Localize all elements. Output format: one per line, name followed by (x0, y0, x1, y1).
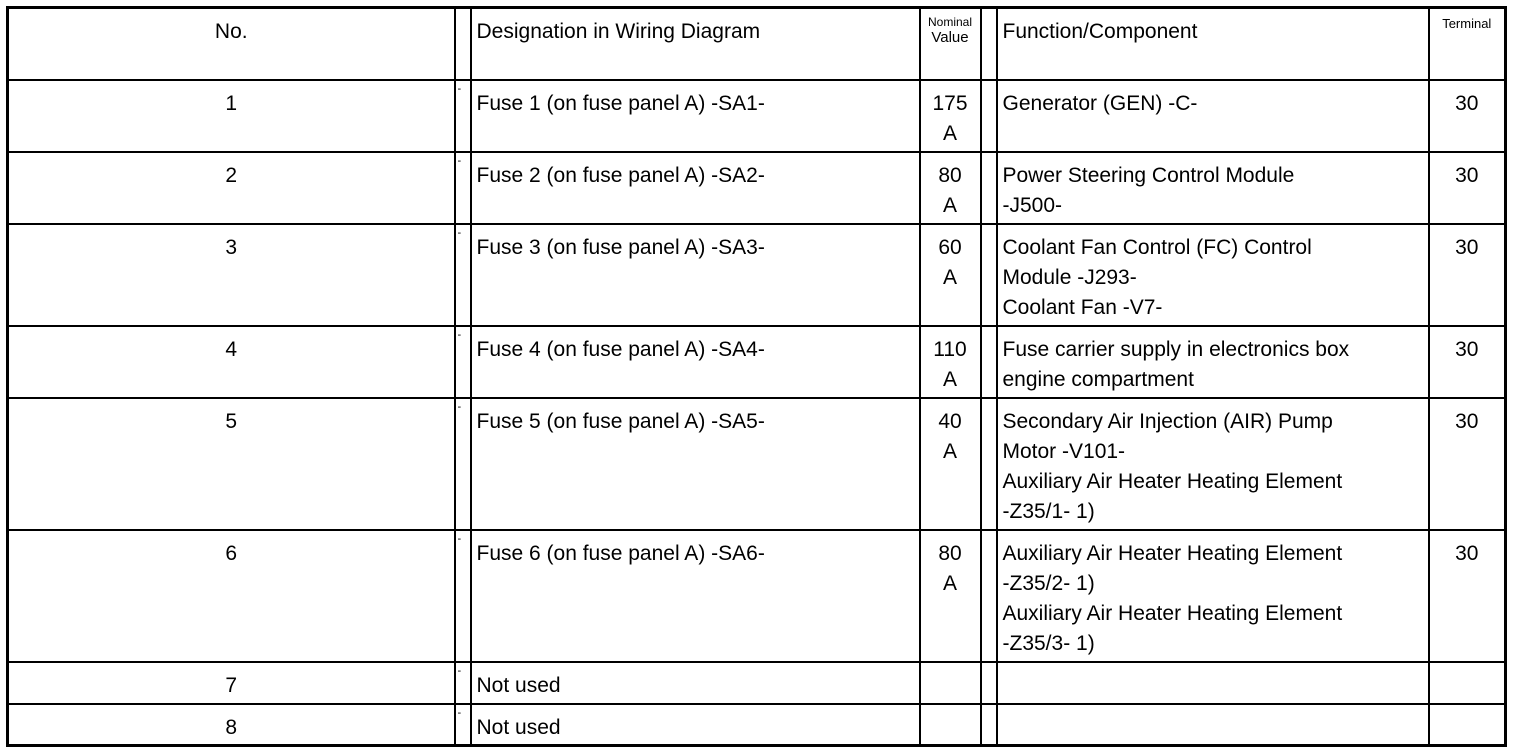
nominal-value-number: 175 (932, 91, 968, 115)
row-gap-left (455, 398, 471, 530)
row-designation: Fuse 6 (on fuse panel A) -SA6- (471, 530, 920, 662)
row-nominal-value (920, 704, 981, 746)
function-line: Secondary Air Injection (AIR) Pump (1002, 409, 1333, 433)
function-line: Auxiliary Air Heater Heating Element (1002, 601, 1343, 625)
row-number: 6 (8, 530, 455, 662)
row-number: 8 (8, 704, 455, 746)
function-line: -J500- (1002, 193, 1063, 217)
function-line: Generator (GEN) -C- (1002, 91, 1198, 115)
row-tick-mark: - (457, 226, 462, 239)
row-gap-left (455, 152, 471, 224)
row-function (997, 80, 1429, 152)
header-row (8, 8, 1506, 80)
row-tick-mark: - (457, 706, 462, 719)
row-gap-left (455, 530, 471, 662)
nominal-value-unit: A (942, 367, 957, 391)
row-designation: Not used (471, 662, 920, 704)
nominal-value-unit: A (942, 193, 957, 217)
nominal-value-unit: A (942, 439, 957, 463)
row-terminal: 30 (1429, 398, 1506, 530)
nominal-value-number: 80 (938, 541, 962, 565)
row-number: 7 (8, 662, 455, 704)
row-tick-mark: - (457, 664, 462, 677)
row-gap-left (455, 326, 471, 398)
function-line: Fuse carrier supply in electronics box (1002, 337, 1350, 361)
row-function (997, 326, 1429, 398)
row-gap-right (981, 530, 997, 662)
row-function (997, 704, 1429, 746)
row-function (997, 398, 1429, 530)
row-designation: Fuse 2 (on fuse panel A) -SA2- (471, 152, 920, 224)
row-number: 5 (8, 398, 455, 530)
row-nominal-value (920, 662, 981, 704)
row-gap-right (981, 662, 997, 704)
row-number: 1 (8, 80, 455, 152)
function-line: -Z35/3- 1) (1002, 631, 1095, 655)
row-number: 3 (8, 224, 455, 326)
header-designation: Designation in Wiring Diagram (471, 8, 920, 80)
header-function: Function/Component (997, 8, 1429, 80)
function-line: -Z35/1- 1) (1002, 499, 1095, 523)
row-terminal: 30 (1429, 326, 1506, 398)
nominal-value-number: 110 (933, 337, 967, 361)
function-line: engine compartment (1002, 367, 1194, 391)
function-line: Power Steering Control Module (1002, 163, 1295, 187)
header-gap-left (455, 8, 471, 80)
function-line: Coolant Fan -V7- (1002, 295, 1163, 319)
row-number: 4 (8, 326, 455, 398)
function-line: Motor -V101- (1002, 439, 1126, 463)
row-nominal-value (920, 224, 981, 326)
row-terminal: 30 (1429, 530, 1506, 662)
row-nominal-value (920, 326, 981, 398)
header-terminal: Terminal (1429, 8, 1506, 80)
nominal-value-unit: A (942, 265, 957, 289)
function-line: Auxiliary Air Heater Heating Element (1002, 469, 1343, 493)
header-nominal-line1: Nominal (927, 15, 972, 29)
nominal-value-unit: A (942, 571, 957, 595)
row-gap-right (981, 398, 997, 530)
row-terminal (1429, 704, 1506, 746)
row-gap-right (981, 326, 997, 398)
row-gap-right (981, 152, 997, 224)
function-line: -Z35/2- 1) (1002, 571, 1095, 595)
row-nominal-value (920, 152, 981, 224)
function-line: Auxiliary Air Heater Heating Element (1002, 541, 1343, 565)
row-nominal-value (920, 530, 981, 662)
table-row (8, 326, 1506, 398)
nominal-value-number: 80 (938, 163, 962, 187)
header-nominal-value (920, 8, 981, 80)
row-gap-right (981, 80, 997, 152)
row-number: 2 (8, 152, 455, 224)
row-function (997, 152, 1429, 224)
row-terminal: 30 (1429, 152, 1506, 224)
nominal-value-number: 60 (938, 235, 962, 259)
row-gap-right (981, 224, 997, 326)
row-tick-mark: - (457, 154, 462, 167)
row-tick-mark: - (457, 82, 462, 95)
header-nominal-line2: Value (931, 29, 969, 46)
row-tick-mark: - (457, 532, 462, 545)
table-row (8, 704, 1506, 746)
table-row (8, 80, 1506, 152)
row-terminal: 30 (1429, 224, 1506, 326)
row-function (997, 224, 1429, 326)
row-nominal-value (920, 80, 981, 152)
row-gap-left (455, 704, 471, 746)
nominal-value-unit: A (942, 121, 957, 145)
nominal-value-number: 40 (938, 409, 962, 433)
row-function (997, 662, 1429, 704)
fuse-table (6, 6, 1507, 747)
table-row (8, 662, 1506, 704)
row-gap-left (455, 662, 471, 704)
row-designation: Not used (471, 704, 920, 746)
row-function (997, 530, 1429, 662)
row-terminal (1429, 662, 1506, 704)
function-line: Coolant Fan Control (FC) Control (1002, 235, 1312, 259)
header-gap-right (981, 8, 997, 80)
row-designation: Fuse 5 (on fuse panel A) -SA5- (471, 398, 920, 530)
table-row (8, 152, 1506, 224)
row-gap-right (981, 704, 997, 746)
row-designation: Fuse 4 (on fuse panel A) -SA4- (471, 326, 920, 398)
table-row (8, 224, 1506, 326)
row-tick-mark: - (457, 328, 462, 341)
function-line: Module -J293- (1002, 265, 1137, 289)
row-gap-left (455, 80, 471, 152)
row-nominal-value (920, 398, 981, 530)
row-designation: Fuse 3 (on fuse panel A) -SA3- (471, 224, 920, 326)
row-tick-mark: - (457, 400, 462, 413)
row-designation: Fuse 1 (on fuse panel A) -SA1- (471, 80, 920, 152)
header-no: No. (8, 8, 455, 80)
row-gap-left (455, 224, 471, 326)
row-terminal: 30 (1429, 80, 1506, 152)
table-row (8, 530, 1506, 662)
table-row (8, 398, 1506, 530)
